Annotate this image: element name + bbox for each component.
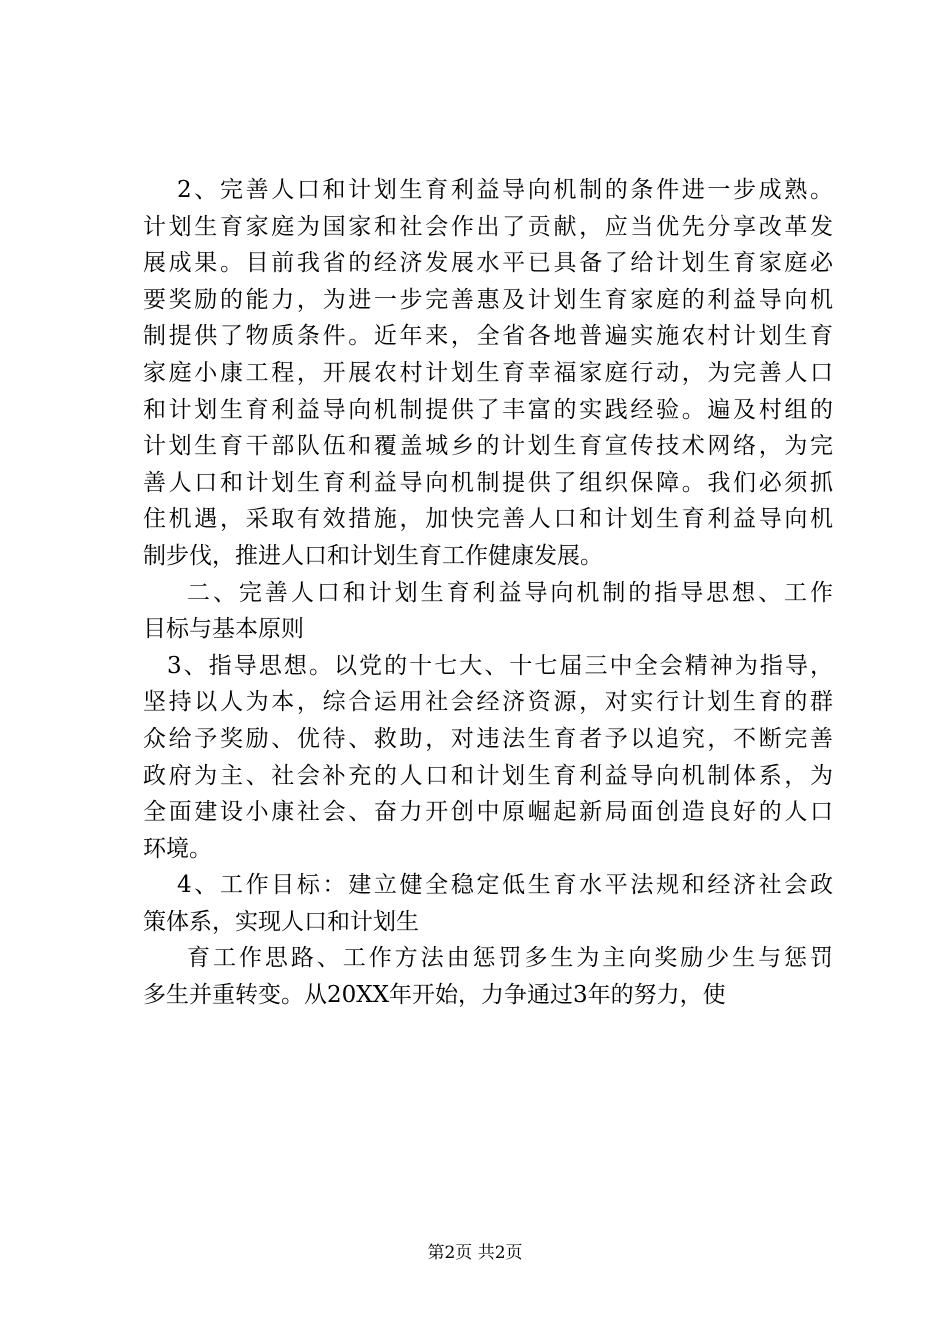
paragraph-line: 善人口和计划生育利益导向机制提供了组织保障。我们必须抓 [143, 469, 833, 496]
paragraph-line: 育工作思路、工作方法由惩罚多生为主向奖励少生与惩罚 [187, 945, 833, 972]
document-body [143, 172, 833, 1014]
paragraph-line: 2、完善人口和计划生育利益导向机制的条件进一步成熟。 [177, 177, 833, 203]
section-heading-line: 二、完善人口和计划生育利益导向机制的指导思想、工作 [187, 579, 833, 606]
paragraph-line: 制提供了物质条件。近年来，全省各地普遍实施农村计划生育 [143, 323, 833, 350]
paragraph-line: 坚持以人为本，综合运用社会经济资源，对实行计划生育的群 [143, 689, 833, 716]
paragraph-line: 计划生育家庭为国家和社会作出了贡献，应当优先分享改革发 [143, 213, 833, 240]
paragraph-line: 全面建设小康社会、奋力开创中原崛起新局面创造良好的人口 [143, 799, 833, 826]
section-heading-line: 目标与基本原则 [143, 616, 304, 643]
paragraph-line: 多生并重转变。从20XX年开始，力争通过3年的努力，使 [143, 982, 726, 1009]
page-footer: 第2页 共2页 [427, 1243, 523, 1263]
paragraph-line: 展成果。目前我省的经济发展水平已具备了给计划生育家庭必 [143, 250, 833, 277]
paragraph-line: 众给予奖励、优待、救助，对违法生育者予以追究，不断完善 [143, 725, 833, 752]
paragraph-line: 家庭小康工程，开展农村计划生育幸福家庭行动，为完善人口 [143, 359, 833, 386]
paragraph-line: 要奖励的能力，为进一步完善惠及计划生育家庭的利益导向机 [143, 286, 833, 313]
paragraph-line: 策体系，实现人口和计划生 [143, 908, 419, 935]
paragraph-line: 计划生育干部队伍和覆盖城乡的计划生育宣传技术网络，为完 [143, 433, 833, 460]
paragraph-line: 3、指导思想。以党的十七大、十七届三中全会精神为指导， [167, 652, 833, 679]
paragraph-line: 4、工作目标：建立健全稳定低生育水平法规和经济社会政 [177, 872, 833, 899]
paragraph-line: 制步伐，推进人口和计划生育工作健康发展。 [143, 542, 603, 569]
paragraph-line: 政府为主、社会补充的人口和计划生育利益导向机制体系，为 [143, 762, 833, 789]
paragraph-line: 环境。 [143, 835, 212, 862]
paragraph-line: 和计划生育利益导向机制提供了丰富的实践经验。遍及村组的 [143, 396, 833, 423]
paragraph-line: 住机遇，采取有效措施，加快完善人口和计划生育利益导向机 [143, 506, 833, 533]
